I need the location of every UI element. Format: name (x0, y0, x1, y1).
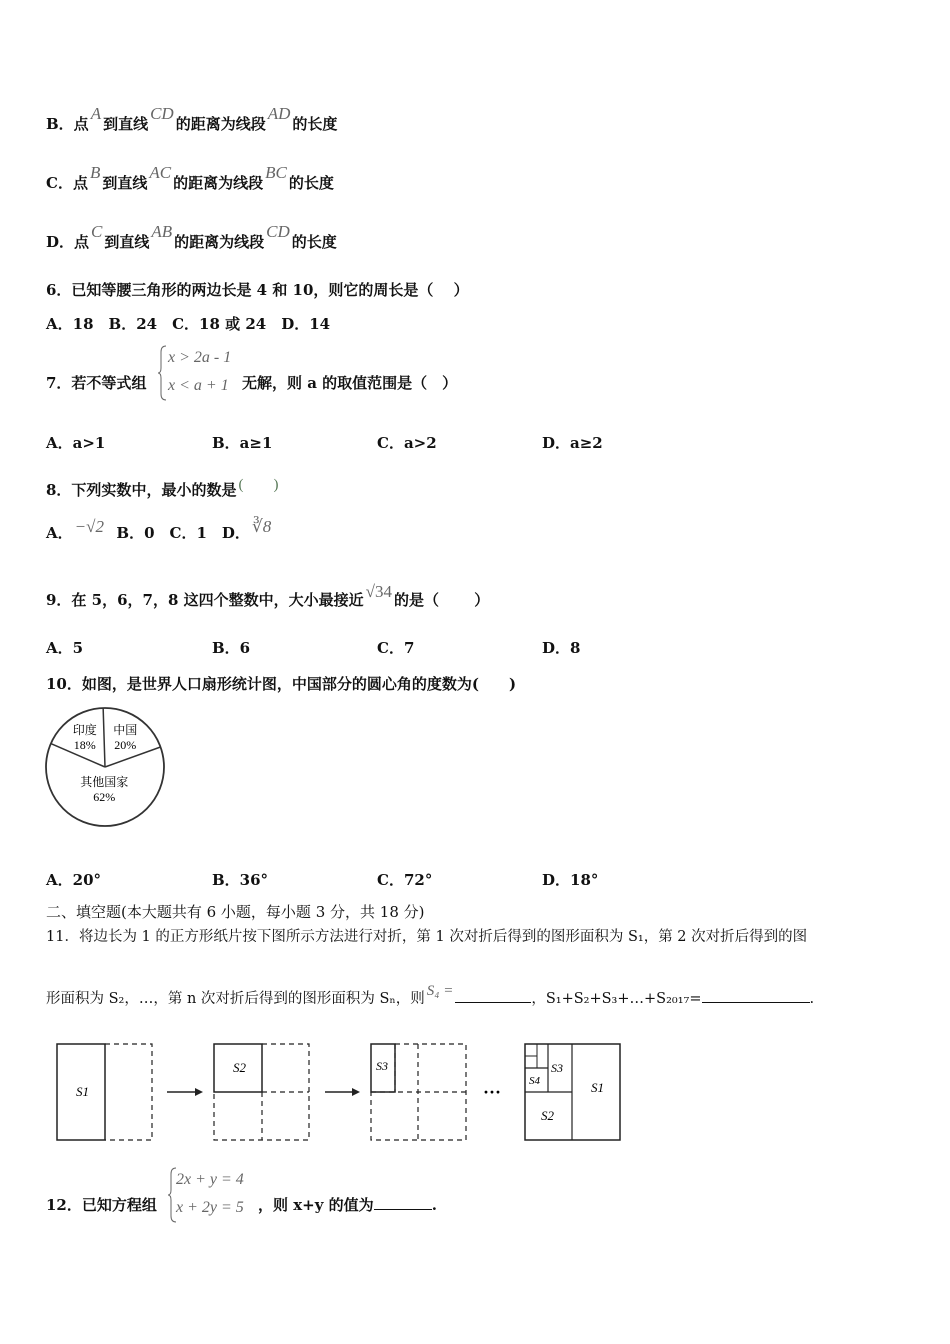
text: 的是（ ） (393, 591, 490, 609)
text: 形面积为 S₂，…，第 n 次对折后得到的图形面积为 Sₙ，则 (46, 991, 425, 1007)
q9-option-b: B．6 (212, 639, 251, 657)
text: 的距离为线段 (174, 233, 265, 251)
math-line: AC (149, 163, 172, 182)
text: ，则 x+y 的值为 (258, 1196, 374, 1214)
answer-blank-sum[interactable] (702, 989, 810, 1003)
system-line-1: 2x + y = 4 (176, 1171, 244, 1188)
text: . (809, 991, 815, 1007)
text: ，S₁+S₂+S₃+…+S₂₀₁₇= (531, 991, 702, 1007)
answer-blank-xy[interactable] (374, 1196, 432, 1210)
fig-s3-label: S3 (376, 1059, 388, 1073)
text: 的长度 (291, 233, 337, 251)
pie-chart (40, 704, 170, 834)
q11-line2 (46, 983, 815, 1009)
q7-option-c: C．a>2 (377, 434, 437, 452)
q7-option-a: A．a>1 (46, 434, 106, 452)
q12-prefix (46, 1195, 157, 1215)
pie-slice-boundary-1 (103, 708, 105, 767)
pie-slice-percent: 18% (73, 738, 96, 753)
math-point: B (89, 163, 101, 182)
text: A． (46, 524, 73, 542)
math-segment: CD (266, 222, 290, 241)
q7-system (158, 344, 248, 402)
math-neg-sqrt2: −√2 (74, 517, 104, 536)
q5-option-b (46, 104, 338, 134)
pie-slice-name: 中国 (113, 723, 138, 738)
system-line-2: x < a + 1 (168, 377, 229, 394)
paren: ( ) (238, 477, 279, 493)
q10-option-d: D．18° (542, 871, 599, 889)
text: 的距离为线段 (175, 115, 266, 133)
text: 9．在 5，6，7，8 这四个整数中，大小最接近 (46, 591, 364, 609)
q7-suffix: 无解，则 a 的取值范围是（ ） (242, 374, 458, 392)
math-line: CD (150, 104, 174, 123)
q10-option-c: C．72° (377, 871, 433, 889)
text: 的长度 (292, 115, 338, 133)
q9-option-a: A．5 (46, 639, 84, 657)
q5-option-d (46, 222, 337, 252)
q8-options (46, 517, 273, 543)
option-label: D．点 (46, 233, 90, 251)
system-line-1: x > 2a - 1 (168, 349, 232, 366)
arrow-head-icon (195, 1088, 203, 1096)
text: 到直线 (103, 115, 149, 133)
fig-final-s4: S4 (529, 1075, 540, 1087)
q12-suffix (258, 1195, 437, 1215)
text: 到直线 (104, 233, 150, 251)
math-sqrt34: √34 (365, 582, 392, 601)
math-segment: AD (267, 104, 291, 123)
q9-stem (46, 582, 490, 610)
text: . (431, 1196, 437, 1214)
q6-text: 6．已知等腰三角形的两边长是 4 和 10，则它的周长是（ ） (46, 281, 469, 299)
q5-option-c (46, 163, 334, 193)
option-label: B．点 (46, 115, 89, 133)
pie-slice-name: 其他国家 (80, 774, 129, 789)
q10-option-b: B．36° (212, 871, 269, 889)
q8-stem (46, 477, 280, 501)
q6-stem (46, 280, 469, 300)
math-point: A (90, 104, 102, 123)
math-cbrt8: ∛8 (251, 517, 272, 536)
ellipsis: ··· (483, 1082, 502, 1102)
q7-option-d: D．a≥2 (542, 434, 603, 452)
q7-prefix: 7．若不等式组 (46, 374, 147, 392)
q12-system (168, 1166, 268, 1226)
q6-options: A．18 B．24 C．18 或 24 D．14 (46, 315, 331, 333)
fig-s2-label: S2 (233, 1060, 246, 1075)
q11-line1: 11．将边长为 1 的正方形纸片按下图所示方法进行对折，第 1 次对折后得到的图形面积为 S₁，第 2 次对折后得到的图 (46, 929, 808, 945)
pie-slice-name: 印度 (72, 723, 97, 738)
brace-icon (158, 344, 168, 402)
text: 的长度 (288, 174, 334, 192)
math-segment: BC (265, 163, 287, 182)
arrow-head-icon (352, 1088, 360, 1096)
fold-dash (105, 1044, 152, 1140)
text: 的距离为线段 (173, 174, 264, 192)
text: 8．下列实数中，最小的数是 (46, 481, 237, 499)
q12-text: 12．已知方程组 (46, 1196, 157, 1214)
section-heading: 二、填空题(本大题共有 6 小题，每小题 3 分，共 18 分) (46, 903, 425, 921)
folding-figure (55, 1042, 635, 1146)
q9-option-d: D．8 (542, 639, 581, 657)
q10-stem: 10．如图，是世界人口扇形统计图，中国部分的圆心角的度数为( ) (46, 675, 517, 693)
math-point: C (91, 222, 103, 241)
option-label: C．点 (46, 174, 88, 192)
fig-final-s3: S3 (551, 1061, 563, 1075)
q9-option-c: C．7 (377, 639, 415, 657)
text: B．0 C．1 D． (116, 524, 250, 542)
pie-slice-percent: 20% (114, 738, 137, 753)
math-s4: S₄ = (426, 983, 454, 999)
q7-option-b: B．a≥1 (212, 434, 273, 452)
fig-s1-label: S1 (76, 1084, 89, 1099)
system-line-2: x + 2y = 5 (176, 1199, 244, 1216)
fig-final-s2: S2 (541, 1108, 554, 1123)
q10-option-a: A．20° (46, 871, 102, 889)
answer-blank-s4[interactable] (455, 989, 531, 1003)
pie-slice-percent: 62% (93, 789, 116, 804)
text: 到直线 (102, 174, 148, 192)
math-line: AB (151, 222, 173, 241)
fig-final-s1: S1 (591, 1080, 604, 1095)
